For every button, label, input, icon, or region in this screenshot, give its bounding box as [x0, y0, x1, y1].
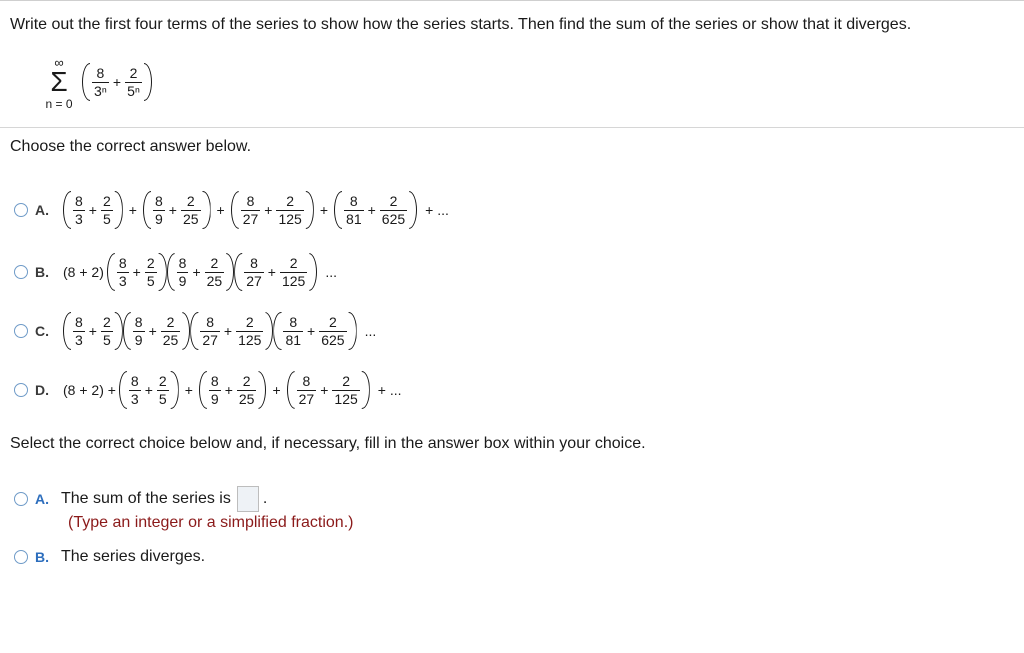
choice-b[interactable] [14, 548, 205, 566]
plus-sign: + [88, 202, 97, 218]
term-group [190, 312, 273, 350]
series-tail: ... [325, 264, 337, 280]
left-paren [273, 312, 282, 350]
fraction: $\frac{2}{25}$ [182, 192, 199, 227]
term-group [123, 312, 191, 350]
left-paren [82, 63, 91, 101]
plus-sign: + [184, 382, 193, 398]
fraction: $\frac{2}{625}$ [381, 192, 406, 227]
left-paren [199, 371, 208, 409]
left-paren [107, 253, 116, 291]
plus-sign: + [132, 264, 141, 280]
plus-sign: + [168, 202, 177, 218]
fraction: $\frac{8}{81}$ [285, 313, 302, 348]
fraction: $\frac{8}{81}$ [346, 192, 362, 227]
plus-sign: + [216, 202, 225, 218]
fraction: $\frac{2}{25}$ [206, 254, 223, 289]
right-paren [202, 191, 211, 229]
choice-b-text: The series diverges. [61, 548, 206, 565]
option-a[interactable] [14, 191, 449, 229]
right-paren [408, 191, 417, 229]
right-paren [348, 312, 357, 350]
left-paren [287, 371, 296, 409]
radio-button[interactable] [14, 324, 28, 338]
plus-sign: + [128, 202, 137, 218]
left-paren [63, 191, 72, 229]
fraction: $\frac{2}{125}$ [334, 372, 358, 407]
option-letter: C. [35, 323, 49, 339]
question-text: Write out the first four terms of the series to show how the series starts. Then find the sum of the series or show that it diverges. [10, 16, 912, 33]
option-b[interactable] [14, 253, 337, 291]
plus-sign: + [112, 74, 122, 90]
left-paren [334, 191, 343, 229]
right-paren [361, 371, 370, 409]
fraction: $\frac{8}{9}$ [154, 192, 163, 227]
option-prefix: (8 + 2) [63, 264, 104, 280]
radio-button[interactable] [14, 550, 28, 564]
series-expression [82, 63, 152, 101]
plus-sign: + [88, 323, 97, 339]
fraction: $\frac{8}{27}$ [202, 313, 218, 348]
left-paren [63, 312, 72, 350]
right-paren [143, 63, 152, 101]
left-paren [190, 312, 199, 350]
term-group [287, 371, 370, 409]
fraction: $\frac{2}{25}$ [238, 372, 255, 407]
option-letter: B. [35, 264, 49, 280]
term-group [334, 191, 417, 229]
fraction: $\frac{8}{3}$ [118, 254, 127, 289]
plus-sign: + [144, 382, 153, 398]
series-tail: ... [364, 323, 377, 339]
plus-sign: + [272, 382, 281, 398]
right-paren [170, 371, 179, 409]
sigma-upper-limit: ∞ [54, 55, 64, 70]
term-group [119, 371, 179, 409]
choice-letter: A. [35, 491, 49, 507]
fraction: $\frac{8}{27}$ [298, 372, 315, 407]
term-group [63, 191, 123, 229]
period: . [262, 490, 268, 507]
fraction: $\frac{2}{5}$ [102, 313, 111, 348]
plus-sign: + [192, 264, 201, 280]
option-expression [63, 371, 402, 409]
choose-prompt: Choose the correct answer below. [10, 138, 252, 155]
option-expression [63, 312, 376, 350]
left-paren [143, 191, 152, 229]
term-group [231, 191, 314, 229]
section-divider [0, 127, 1024, 128]
radio-button[interactable] [14, 203, 28, 217]
left-paren [119, 371, 128, 409]
choice-letter: B. [35, 549, 49, 565]
right-paren [158, 253, 167, 291]
plus-sign: + [319, 202, 329, 218]
fraction: $\frac{8}{9}$ [210, 372, 219, 407]
select-prompt: Select the correct choice below and, if necessary, fill in the answer box within your choice. [10, 435, 646, 452]
fraction: $\frac{2}{5}$ [146, 254, 155, 289]
fraction: $\frac{2}{125}$ [278, 192, 302, 227]
fraction: $\frac{8}{27}$ [242, 192, 259, 227]
fraction: $\frac{2}{125}$ [281, 254, 306, 289]
choice-a-text: The sum of the series is [61, 490, 231, 507]
term-group [167, 253, 235, 291]
term-group [273, 312, 356, 350]
plus-sign: + [267, 264, 276, 280]
choice-a[interactable] [14, 486, 267, 512]
sigma-notation [44, 56, 74, 111]
plus-sign: + [367, 202, 376, 218]
left-paren [231, 191, 240, 229]
radio-button[interactable] [14, 492, 28, 506]
plus-sign: + [307, 323, 316, 339]
fraction: $\frac{2}{25}$ [162, 313, 179, 348]
fraction: $\frac{8}{3}$ [130, 372, 139, 407]
right-paren [264, 312, 273, 350]
input-hint: (Type an integer or a simplified fraction.) [68, 514, 354, 531]
right-paren [114, 312, 123, 350]
plus-sign: + [223, 323, 233, 339]
right-paren [308, 253, 317, 291]
fraction: $\frac{8}{3}$ [75, 192, 83, 227]
sigma-lower-limit: n = 0 [45, 97, 73, 111]
left-paren [123, 312, 132, 350]
option-letter: A. [35, 202, 49, 218]
plus-sign: + [148, 323, 157, 339]
right-paren [305, 191, 314, 229]
series-tail: + ... [425, 202, 449, 218]
right-paren [257, 371, 266, 409]
option-expression [63, 253, 337, 291]
term-group [234, 253, 317, 291]
term-group [143, 191, 211, 229]
term-group [199, 371, 267, 409]
right-paren [225, 253, 234, 291]
fraction: $\frac{8}{27}$ [246, 254, 262, 289]
sigma-symbol: Σ [50, 66, 68, 97]
plus-sign: + [320, 382, 329, 398]
plus-sign: + [224, 382, 233, 398]
fraction: $\frac{2}{5}$ [158, 372, 167, 407]
fraction: $\frac{8}{3}$ [75, 313, 83, 348]
term-group [63, 312, 123, 350]
option-c[interactable] [14, 312, 376, 350]
fraction: $\frac{2}{125}$ [238, 313, 262, 348]
fraction: $\frac{2}{625}$ [321, 313, 345, 348]
fraction: $\frac{2}{\text{5ⁿ}}$ [127, 64, 140, 99]
fraction: $\frac{8}{9}$ [134, 313, 143, 348]
answer-input-box[interactable] [237, 486, 259, 512]
right-paren [114, 191, 123, 229]
fraction: $\frac{2}{5}$ [102, 192, 111, 227]
option-expression [63, 191, 449, 229]
fraction: $\frac{8}{9}$ [178, 254, 187, 289]
series-tail: + ... [377, 382, 402, 398]
option-prefix: (8 + 2) + [63, 382, 116, 398]
term-group [107, 253, 167, 291]
right-paren [181, 312, 190, 350]
top-border [0, 0, 1024, 1]
fraction: $\frac{8}{\text{3ⁿ}}$ [94, 64, 107, 99]
radio-button[interactable] [14, 383, 28, 397]
left-paren [234, 253, 243, 291]
radio-button[interactable] [14, 265, 28, 279]
option-d[interactable] [14, 371, 402, 409]
left-paren [167, 253, 176, 291]
option-letter: D. [35, 382, 49, 398]
plus-sign: + [264, 202, 273, 218]
